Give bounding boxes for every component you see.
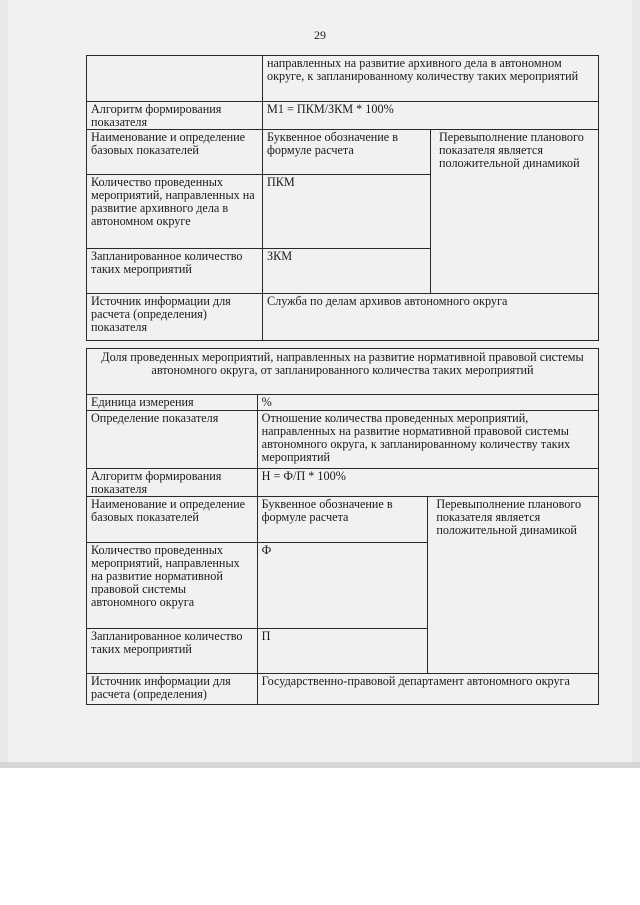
page-number: 29 [314, 28, 326, 42]
source-value: Государственно-правовой департамент автономного округа [257, 674, 598, 705]
definition-label: Определение показателя [87, 411, 258, 469]
letter-designation-label: Буквенное обозначение в формуле расчета [263, 130, 431, 175]
scan-edge [0, 762, 640, 768]
source-label: Источник информации для расчета (определения) [87, 674, 258, 705]
dynamics-note: Перевыполнение планового показателя является положительной динамикой [428, 497, 599, 674]
algorithm-label: Алгоритм формирования показателя [87, 469, 258, 497]
letter-designation-label: Буквенное обозначение в формуле расчета [257, 497, 428, 543]
dynamics-note: Перевыполнение планового показателя является положительной динамикой [431, 130, 599, 294]
conducted-events-label: Количество проведенных мероприятий, направленных на развитие нормативной правовой системы автономного округа [87, 543, 258, 629]
conducted-events-symbol: ПКМ [263, 175, 431, 249]
unit-label: Единица измерения [87, 395, 258, 411]
unit-value: % [257, 395, 598, 411]
conducted-events-symbol: Ф [257, 543, 428, 629]
base-indicators-label: Наименование и определение базовых показателей [87, 497, 258, 543]
definition-value: Отношение количества проведенных мероприятий, направленных на развитие нормативной правовой системы автономного округа, к запланированному количеству таких мероприятий [257, 411, 598, 469]
algorithm-formula: М1 = ПКМ/ЗКМ * 100% [263, 102, 599, 130]
conducted-events-label: Количество проведенных мероприятий, направленных на развитие архивного дела в автономном округе [87, 175, 263, 249]
algorithm-label: Алгоритм формирования показателя [87, 102, 263, 130]
algorithm-formula: Н = Ф/П * 100% [257, 469, 598, 497]
planned-events-label: Запланированное количество таких мероприятий [87, 249, 263, 294]
planned-events-symbol: ЗКМ [263, 249, 431, 294]
source-label: Источник информации для расчета (определения) показателя [87, 294, 263, 341]
indicator-table-legal [86, 348, 599, 705]
base-indicators-label: Наименование и определение базовых показателей [87, 130, 263, 175]
source-value: Служба по делам архивов автономного округа [263, 294, 599, 341]
indicator-table-archives [86, 55, 599, 341]
indicator-title: Доля проведенных мероприятий, направленных на развитие нормативной правовой системы автономного округа, от запланированного количества таких мероприятий [87, 349, 599, 395]
empty-cell [87, 56, 263, 102]
continued-definition: направленных на развитие архивного дела в автономном округе, к запланированному количеству таких мероприятий [263, 56, 599, 102]
planned-events-label: Запланированное количество таких мероприятий [87, 629, 258, 674]
planned-events-symbol: П [257, 629, 428, 674]
